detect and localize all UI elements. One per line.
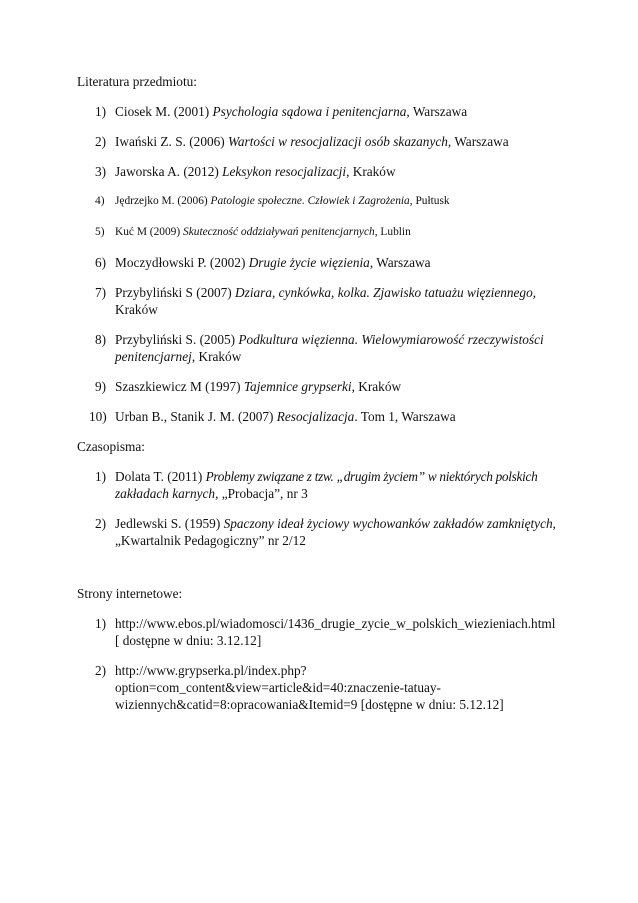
web-item-1 [77, 615, 567, 649]
item-publisher: , Kraków [351, 379, 402, 394]
item-title: Tajemnice grypserki [243, 379, 352, 394]
literature-item-8 [77, 331, 557, 365]
item-number: 9) [95, 379, 107, 394]
web-list [77, 615, 567, 713]
item-title-line2: zakładach karnych [115, 486, 216, 501]
literature-item-4 [77, 193, 557, 210]
item-number: 4) [95, 195, 105, 207]
item-publisher: , [532, 285, 537, 300]
item-title-line2: penitencjarnej [115, 349, 192, 364]
item-number: 1) [95, 104, 107, 119]
item-number: 8) [95, 332, 107, 347]
item-author: Ciosek M. (2001) [115, 104, 213, 119]
item-publisher: , Pułtusk [409, 195, 450, 207]
item-publisher: , Lublin [374, 226, 411, 238]
item-title: Skuteczność oddziaływań penitencjarnych [183, 226, 375, 238]
item-publisher: , Warszawa [406, 104, 468, 119]
item-number: 10) [89, 409, 107, 424]
item-author: Kuć M (2009) [115, 226, 184, 238]
literature-item-7 [77, 284, 557, 318]
item-number: 2) [95, 516, 107, 531]
item-number: 3) [95, 164, 107, 179]
item-number: 5) [95, 226, 105, 238]
item-author: Szaszkiewicz M (1997) [115, 379, 244, 394]
web-link[interactable]: http://www.grypserka.pl/index.php? [115, 663, 307, 678]
item-title: Problemy związane z tzw. „drugim życiem” w niektórych polskich [205, 469, 538, 484]
item-publisher: , [552, 516, 556, 531]
literature-list [77, 103, 557, 425]
literature-item-5 [77, 224, 557, 241]
item-number: 7) [95, 285, 107, 300]
web-link-line3[interactable]: wiziennych&catid=8:opracowania&Itemid=9 [dostępne w dniu: 5.12.12] [115, 697, 504, 712]
item-author: Przybyliński S (2007) [115, 285, 236, 300]
item-title: Wartości w resocjalizacji osób skazanych [228, 134, 448, 149]
item-publisher: , Kraków [346, 164, 396, 179]
item-author: Przybyliński S. (2005) [115, 332, 239, 347]
literature-item-6 [77, 254, 557, 271]
item-title: Dziara, cynkówka, kolka. Zjawisko tatuażu więziennego [235, 285, 533, 300]
journals-list [77, 468, 557, 549]
web-link-line2[interactable]: option=com_content&view=article&id=40:znaczenie-tatuay- [115, 680, 441, 695]
web-item-2 [77, 662, 567, 713]
item-title: Leksykon resocjalizacji [222, 164, 347, 179]
item-number: 2) [95, 663, 107, 678]
item-author: Jaworska A. (2012) [115, 164, 223, 179]
item-publisher-line2: Kraków [115, 302, 158, 317]
item-number: 1) [95, 469, 107, 484]
item-number: 2) [95, 134, 107, 149]
item-number: 1) [95, 616, 107, 631]
item-title: Patologie społeczne. Człowiek i Zagrożenia [210, 195, 410, 207]
item-number: 6) [95, 255, 107, 270]
literature-item-2 [77, 133, 557, 150]
literature-heading: Literatura przedmiotu: [77, 74, 197, 89]
literature-item-1 [77, 103, 557, 120]
item-title: Podkultura więzienna. Wielowymiarowość rzeczywistości [238, 332, 544, 347]
item-author: Moczydłowski P. (2002) [115, 255, 249, 270]
web-link[interactable]: http://www.ebos.pl/wiadomosci/1436_drugie_zycie_w_polskich_wiezieniach.html [115, 616, 556, 631]
item-publisher: . Tom 1, Warszawa [354, 409, 456, 424]
item-title: Drugie życie więzienia [248, 255, 370, 270]
item-publisher: , „Probacja”, nr 3 [215, 486, 308, 501]
item-title: Psychologia sądowa i penitencjarna [212, 104, 407, 119]
item-author: Jedlewski S. (1959) [115, 516, 224, 531]
item-publisher: , Kraków [191, 349, 242, 364]
item-author: Urban B., Stanik J. M. (2007) [115, 409, 277, 424]
item-author: Dolata T. (2011) [115, 469, 206, 484]
item-author: Iwański Z. S. (2006) [115, 134, 229, 149]
item-title: Spaczony ideał życiowy wychowanków zakładów zamkniętych [223, 516, 553, 531]
item-publisher-line2: „Kwartalnik Pedagogiczny” nr 2/12 [115, 533, 306, 548]
access-date: [ dostępne w dniu: 3.12.12] [115, 633, 262, 648]
item-publisher: , Warszawa [369, 255, 431, 270]
literature-item-10 [77, 408, 557, 425]
item-publisher: , Warszawa [447, 134, 509, 149]
literature-item-3 [77, 163, 557, 180]
journal-item-2 [77, 515, 557, 549]
literature-item-9 [77, 378, 557, 395]
item-author: Jędrzejko M. (2006) [115, 195, 211, 207]
web-heading: Strony internetowe: [77, 586, 183, 601]
journals-heading: Czasopisma: [77, 439, 145, 454]
journal-item-1 [77, 468, 557, 502]
item-title: Resocjalizacja [276, 409, 355, 424]
